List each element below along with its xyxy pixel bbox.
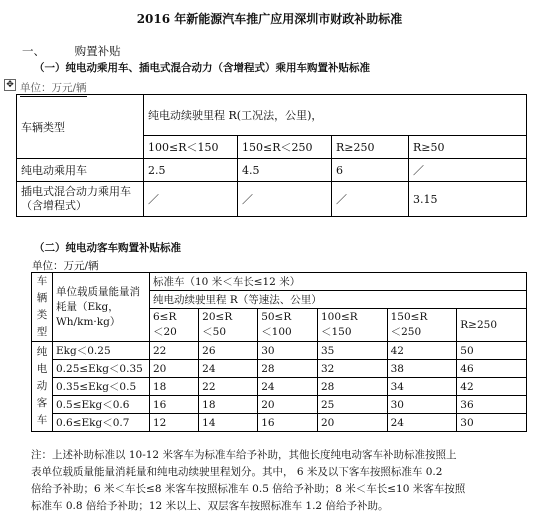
- value-cell: 30: [387, 396, 457, 414]
- vehicle-type-header: 车辆类型: [32, 273, 53, 342]
- range-header: 纯电动续驶里程 R（等速法、公里）: [150, 291, 527, 309]
- bus-subsidy-table: [31, 272, 527, 432]
- table-row: [32, 360, 527, 378]
- value-cell: 12: [150, 414, 199, 432]
- value-cell: 18: [150, 378, 199, 396]
- section-1-heading: [22, 43, 121, 59]
- passenger-car-subsidy-table: [16, 94, 527, 217]
- row-label: 纯电动乘用车: [17, 159, 144, 182]
- value-cell: 35: [317, 342, 387, 360]
- range-cell: 50≤R ＜100: [258, 309, 318, 342]
- value-cell: 24: [387, 414, 457, 432]
- footnote: [31, 447, 529, 515]
- value-cell: 4.5: [238, 159, 332, 182]
- table-row: [17, 182, 527, 217]
- footnote-line: 标准车 0.8 倍给予补助；12 米以上、双层客车按照标准车 1.2 倍给予补助。: [31, 500, 389, 512]
- value-cell: 6: [332, 159, 409, 182]
- energy-cell: 0.6≤Ekg＜0.7: [53, 414, 150, 432]
- value-cell: 28: [258, 360, 318, 378]
- value-cell: 28: [317, 378, 387, 396]
- subsection-2-heading: （二）纯电动客车购置补贴标准: [34, 242, 181, 254]
- value-cell: 24: [199, 360, 258, 378]
- value-cell: 14: [199, 414, 258, 432]
- value-cell: 50: [457, 342, 527, 360]
- section-1-title: 购置补贴: [74, 44, 121, 58]
- value-cell: 22: [150, 342, 199, 360]
- range-cell: 150≤R＜250: [238, 136, 332, 159]
- value-cell: 38: [387, 360, 457, 378]
- range-cell: R≥250: [457, 309, 527, 342]
- range-cell: 6≤R ＜20: [150, 309, 199, 342]
- energy-cell: 0.35≤Ekg＜0.5: [53, 378, 150, 396]
- table-2-unit: 单位：万元/辆: [32, 260, 99, 272]
- footnote-line: 表单位载质量能量消耗量和纯电动续驶里程划分。其中， 6 米及以下客车按照标准车 0.2: [31, 466, 443, 478]
- table-row: [32, 378, 527, 396]
- value-cell: 25: [317, 396, 387, 414]
- value-cell: 36: [457, 396, 527, 414]
- value-cell: 42: [387, 342, 457, 360]
- table-move-handle-icon[interactable]: ✥: [4, 79, 16, 91]
- energy-header: 单位载质量能量消耗量（Ekg，Wh/km·kg）: [53, 273, 150, 342]
- value-cell: 20: [258, 396, 318, 414]
- value-cell: 16: [258, 414, 318, 432]
- value-cell: 3.15: [409, 182, 527, 217]
- standard-vehicle-header: 标准车（10 米＜车长≤12 米）: [150, 273, 527, 291]
- section-1-number: 一、: [22, 44, 45, 58]
- row-label: 插电式混合动力乘用车（含增程式）: [17, 182, 144, 217]
- table-row: [17, 159, 527, 182]
- energy-cell: 0.25≤Ekg＜0.35: [53, 360, 150, 378]
- value-cell: 42: [457, 378, 527, 396]
- document-title: 2016 年新能源汽车推广应用深圳市财政补助标准: [136, 12, 403, 26]
- range-cell: 20≤R ＜50: [199, 309, 258, 342]
- value-cell: ／: [332, 182, 409, 217]
- range-cell: 150≤R ＜250: [387, 309, 457, 342]
- range-header: 纯电动续驶里程 R(工况法，公里)，: [144, 95, 527, 136]
- table-row: [32, 342, 527, 360]
- value-cell: 46: [457, 360, 527, 378]
- value-cell: 20: [317, 414, 387, 432]
- range-cell: 100≤R ＜150: [317, 309, 387, 342]
- range-cell: 100≤R＜150: [144, 136, 238, 159]
- table-row: [32, 414, 527, 432]
- value-cell: 26: [199, 342, 258, 360]
- value-cell: 24: [258, 378, 318, 396]
- range-cell: R≥250: [332, 136, 409, 159]
- value-cell: ／: [409, 159, 527, 182]
- value-cell: 30: [457, 414, 527, 432]
- value-cell: 2.5: [144, 159, 238, 182]
- value-cell: 20: [150, 360, 199, 378]
- range-cell: R≥50: [409, 136, 527, 159]
- bus-side-label: 纯电动客车: [32, 342, 53, 432]
- table-1-unit: 单位：万元/辆: [20, 80, 87, 97]
- subsection-1-heading: （一）纯电动乘用车、插电式混合动力（含增程式）乘用车购置补贴标准: [34, 62, 370, 74]
- table-row: [32, 396, 527, 414]
- energy-cell: Ekg＜0.25: [53, 342, 150, 360]
- value-cell: ／: [144, 182, 238, 217]
- value-cell: 18: [199, 396, 258, 414]
- vehicle-type-header: 车辆类型: [17, 95, 144, 159]
- value-cell: ／: [238, 182, 332, 217]
- energy-cell: 0.5≤Ekg＜0.6: [53, 396, 150, 414]
- footnote-line: 倍给予补助；6 米＜车长≤8 米客车按照标准车 0.5 倍给予补助；8 米＜车长≤10 米客车按照: [31, 483, 466, 495]
- value-cell: 16: [150, 396, 199, 414]
- value-cell: 30: [258, 342, 318, 360]
- footnote-line: 注：上述补助标准以 10-12 米客车为标准车给予补助，其他长度纯电动客车补助标准按照上: [31, 449, 457, 461]
- value-cell: 22: [199, 378, 258, 396]
- value-cell: 32: [317, 360, 387, 378]
- value-cell: 34: [387, 378, 457, 396]
